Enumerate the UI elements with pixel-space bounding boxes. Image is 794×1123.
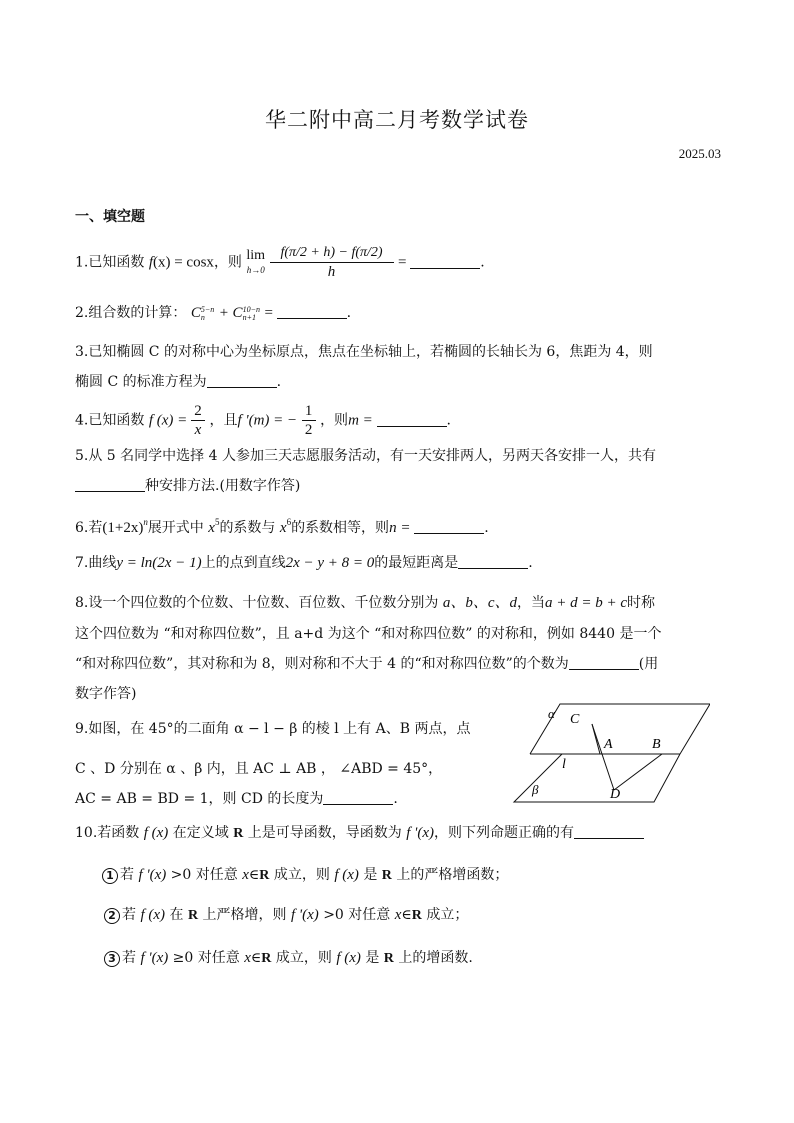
question-9-line-2: C 、D 分别在 α 、β 内，且 AC ⊥ AB ， ∠ABD = 45°， <box>75 761 443 777</box>
q5-answer-blank[interactable] <box>75 477 145 492</box>
q8-answer-blank[interactable] <box>569 655 639 670</box>
question-8-line-2: 这个四位数为 “和对称四位数”，且 a+d 为这个 “和对称四位数” 的对称和，例如 8440 是一个 <box>75 626 662 642</box>
q10-option-1: 1 若 f '(x) >0 对任意 x∈R 成立，则 f (x) 是 R 上的严格增函数； <box>102 865 508 886</box>
option-marker: 1 <box>102 868 118 884</box>
segment-cd <box>592 724 614 790</box>
q3-answer-blank[interactable] <box>207 373 277 388</box>
q1-function: f <box>148 254 153 271</box>
question-5-line-1: 5.从 5 名同学中选择 4 人参加三天志愿服务活动，有一天安排两人，另两天各安排一人，共有 <box>75 448 656 464</box>
label-alpha: α <box>548 706 555 721</box>
q10-answer-blank[interactable] <box>574 824 644 839</box>
option-marker: 3 <box>104 951 120 967</box>
section-heading: 一、填空题 <box>75 209 145 225</box>
q10-option-3: 3 若 f '(x) ≥0 对任意 x∈R 成立，则 f (x) 是 R 上的增函数. <box>104 948 473 969</box>
q10-option-2: 2 若 f (x) 在 R 上严格增，则 f '(x) >0 对任意 x∈R 成立； <box>104 905 468 926</box>
q1-text: 已知函数 <box>88 254 145 271</box>
page-title: 华二附中高二月考数学试卷 <box>265 108 529 132</box>
question-5-line-2: 种安排方法.(用数字作答) <box>75 476 300 496</box>
q2-answer-blank[interactable] <box>277 304 347 319</box>
label-c: C <box>570 712 580 727</box>
plane-alpha <box>530 704 710 754</box>
q1-fraction <box>270 244 394 281</box>
question-3-line-1: 3.已知椭圆 C 的对称中心为坐标原点，焦点在坐标轴上，若椭圆的长轴长为 6，焦距为 4，则 <box>75 344 653 360</box>
q7-answer-blank[interactable] <box>458 554 528 569</box>
q1-number: 1. <box>75 254 89 271</box>
q9-answer-blank[interactable] <box>323 790 393 805</box>
plane-beta <box>514 754 680 802</box>
question-4: 4.已知函数 f (x) = $\frac{2}{x}$ ，且f '(m) = − $\frac{1}{2}$ ，则m = . <box>75 403 451 438</box>
q1-numerator: f(π/2 + h) − f(π/2) <box>270 244 394 263</box>
q4-answer-blank[interactable] <box>377 412 447 427</box>
question-7: 7.曲线y = ln(2x − 1)上的点到直线2x − y + 8 = 0的最短距离是 . <box>75 555 533 571</box>
question-8-line-1: 8.设一个四位数的个位数、十位数、百位数、千位数分别为 a、b、c、d，当a + d = b + c时称 <box>75 595 656 611</box>
exam-date: 2025.03 <box>678 146 721 161</box>
question-8-line-3: “和对称四位数”，其对称和为 8，则对称和不大于 4 的“和对称四位数”的个数为 (用 <box>75 656 659 672</box>
question-6: 6.若$(1+2x)^n$展开式中 $x^5$的系数与 $x^6$的系数相等，则n = . <box>75 517 489 536</box>
question-1: 1.已知函数 f(x) = cosx，则 lim h→0 $\frac{f(\pi/2 + h) - f(\pi/2)}{h}$ = . <box>75 245 485 280</box>
question-2: 2.组合数的计算： C 5−n n + C 10−n n+1 = . <box>75 305 352 322</box>
segment-bd <box>614 754 662 790</box>
label-beta: β <box>532 782 539 797</box>
label-d: D <box>610 787 621 802</box>
q1-limit: lim h→0 <box>246 247 266 275</box>
label-b: B <box>652 737 661 752</box>
dihedral-angle-diagram <box>500 698 710 808</box>
question-10-line-1: 10.若函数 f (x) 在定义域 R 上是可导函数，导函数为 f '(x)，则下列命题正确的有 <box>75 823 644 844</box>
q1-function-def: (x) = cosx <box>152 254 214 271</box>
question-9-line-3: AC = AB = BD = 1，则 CD 的长度为 . <box>75 791 398 807</box>
question-3-line-2: 椭圆 C 的标准方程为 . <box>75 374 282 390</box>
q6-answer-blank[interactable] <box>414 519 484 534</box>
q1-answer-blank[interactable] <box>410 254 480 269</box>
label-l: l <box>562 757 566 772</box>
option-marker: 2 <box>104 908 120 924</box>
label-a: A <box>604 737 613 752</box>
q1-denominator: h <box>327 264 336 280</box>
q1-text-2: ，则 <box>213 254 242 271</box>
question-9-line-1: 9.如图，在 45°的二面角 α − l − β 的棱 l 上有 A、B 两点，点 <box>75 721 471 737</box>
question-8-line-4: 数字作答) <box>75 686 137 702</box>
